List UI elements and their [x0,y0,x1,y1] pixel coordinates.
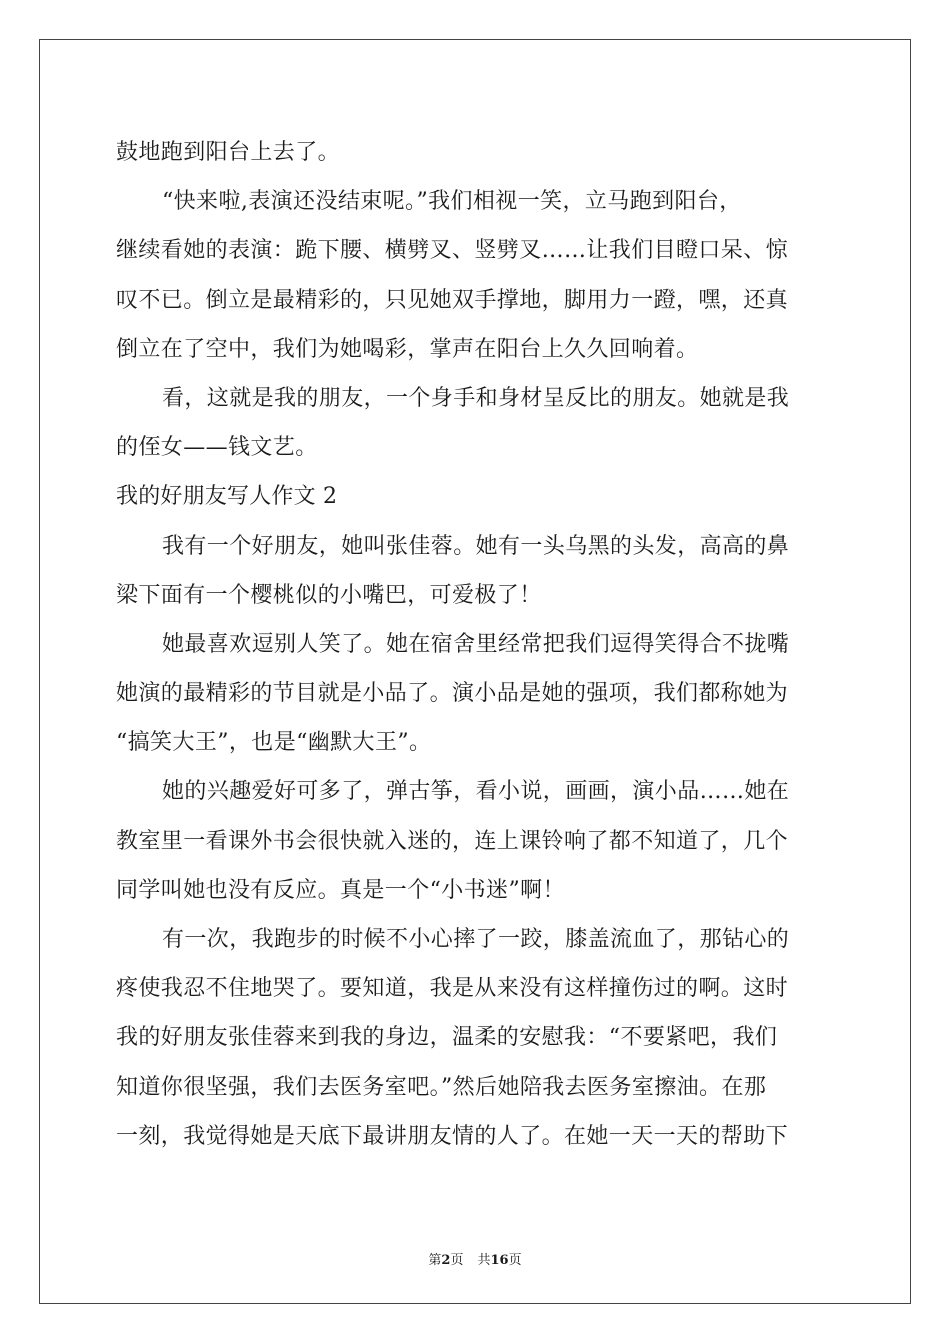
paragraph-start-line: 有一次，我跑步的时候不小心摔了一跤，膝盖流血了，那钻心的 [162,927,790,952]
paragraph-start-line: “快来啦,表演还没结束呢。”我们相视一笑，立马跑到阳台， [162,189,742,215]
text-line: 我的好朋友张佳蓉来到我的身边，温柔的安慰我：“不要紧吧，我们 [116,1025,778,1051]
document-body [116,128,836,1161]
text-line: 鼓地跑到阳台上去了。 [116,140,341,165]
text-line: 继续看她的表演：跪下腰、横劈叉、竖劈叉……让我们目瞪口呆、惊 [116,238,789,264]
total-prefix: 共 [477,1253,491,1268]
text-line: “搞笑大王”，也是“幽默大王”。 [116,730,432,756]
section-heading: 我的好朋友写人作文 2 [116,484,338,510]
paragraph-start-line: 她的兴趣爱好可多了，弹古筝，看小说，画画，演小品……她在 [162,779,790,805]
total-suffix: 页 [508,1253,522,1268]
text-line: 同学叫她也没有反应。真是一个“小书迷”啊！ [116,877,565,903]
text-line: 她演的最精彩的节目就是小品了。演小品是她的强项，我们都称她为 [116,681,789,707]
text-line: 叹不已。倒立是最精彩的，只见她双手撑地，脚用力一蹬，嘿，还真 [116,287,789,313]
text-line: 倒立在了空中，我们为她喝彩，掌声在阳台上久久回响着。 [116,336,699,362]
text-line: 一刻，我觉得她是天底下最讲朋友情的人了。在她一天一天的帮助下 [116,1123,789,1149]
paragraph-start-line: 我有一个好朋友，她叫张佳蓉。她有一头乌黑的头发，高高的鼻 [162,533,790,559]
text-line: 疼使我忍不住地哭了。要知道，我是从来没有这样撞伤过的啊。这时 [116,976,789,1002]
page-suffix: 页 [450,1253,464,1268]
page-number: 2 [441,1253,451,1268]
text-line: 梁下面有一个樱桃似的小嘴巴，可爱极了！ [116,582,542,608]
text-line: 的侄女——钱文艺。 [116,435,318,461]
paragraph-start-line: 她最喜欢逗别人笑了。她在宿舍里经常把我们逗得笑得合不拢嘴 [162,631,790,657]
page-prefix: 第 [428,1253,442,1268]
text-line: 知道你很坚强，我们去医务室吧。”然后她陪我去医务室擦油。在那 [116,1074,767,1100]
page-footer [0,1249,950,1268]
total-pages: 16 [490,1253,509,1268]
text-line: 教室里一看课外书会很快就入迷的，连上课铃响了都不知道了，几个 [116,828,789,854]
paragraph-start-line: 看，这就是我的朋友，一个身手和身材呈反比的朋友。她就是我 [162,385,790,411]
